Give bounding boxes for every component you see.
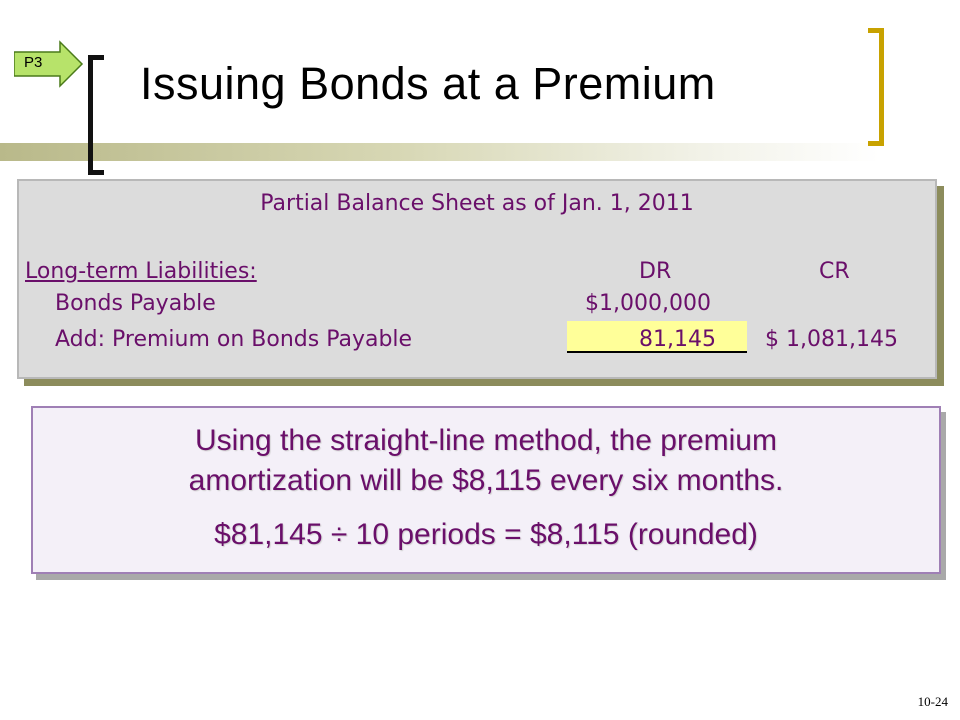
dr-column-header: DR bbox=[639, 259, 672, 284]
bonds-payable-dr: $1,000,000 bbox=[585, 291, 711, 316]
total-cr: $ 1,081,145 bbox=[765, 327, 898, 352]
balance-sheet-panel bbox=[17, 179, 937, 379]
slide-number: 10-24 bbox=[917, 694, 948, 709]
title-band bbox=[0, 143, 880, 161]
badge-label: P3 bbox=[24, 54, 43, 71]
section-label: Long-term Liabilities: bbox=[25, 259, 257, 284]
explanation-line-1: Using the straight-line method, the premium bbox=[195, 424, 777, 457]
explanation-line-2: amortization will be $8,115 every six months. bbox=[188, 464, 784, 497]
explanation-panel bbox=[31, 406, 941, 574]
premium-label: Add: Premium on Bonds Payable bbox=[55, 327, 413, 352]
premium-dr: 81,145 bbox=[639, 327, 716, 352]
explanation-formula: $81,145 ÷ 10 periods = $8,115 (rounded) bbox=[214, 518, 758, 551]
left-bracket-decoration bbox=[88, 55, 104, 175]
page-title: Issuing Bonds at a Premium bbox=[140, 58, 716, 109]
balance-sheet-title: Partial Balance Sheet as of Jan. 1, 2011 bbox=[260, 191, 694, 216]
cr-column-header: CR bbox=[819, 259, 850, 284]
bonds-payable-label: Bonds Payable bbox=[55, 291, 216, 316]
right-bracket-decoration bbox=[868, 28, 884, 146]
